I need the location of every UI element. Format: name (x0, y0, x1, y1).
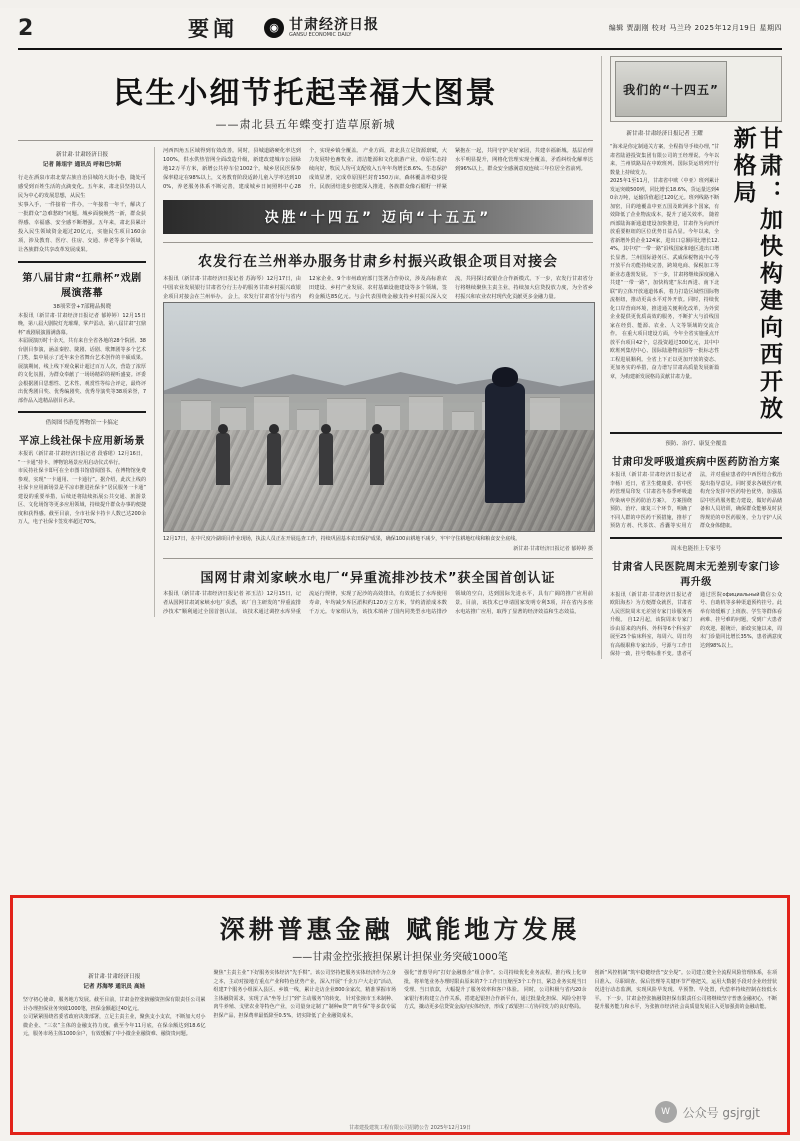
column-right (601, 56, 782, 659)
lead-byline: 新甘肃·甘肃经济日报 记者 陈俎宇 通讯员 呼和巴尔斯 (42, 152, 122, 169)
article-body-drama: 本报讯（新甘肃·甘肃经济日报记者 郁婷婷）12月15日晚，第八届大剧院灯光璀璨，掌声雷动。第八届甘肃“扛鼎杯”戏剧展演圆满落幕。 (18, 312, 146, 336)
article-body-card-cont: 市民持社保卡即可在全市图书馆借阅图书、在博物馆免费参观，实现“一卡通用、一卡通行”。据介绍，此次上线的社保卡应用新场景是平凉市推进社保卡“居民服务一卡通”建设的重要举措，后续还将陆续拓展公共交通、旅游景区、文化场馆等更多应用领域，持续提升群众办事的便捷度和获得感。截至目前，全市社保卡持卡人数已达200余万人，电子社保卡签发率超过70%。 (18, 468, 146, 526)
feature-header (610, 56, 782, 122)
highlight-title: 深耕普惠金融 赋能地方发展 (219, 915, 581, 944)
photo-credit: 新甘肃·甘肃经济日报记者 郁婷婷 摄 (513, 545, 593, 552)
bottom-note: 甘肃建投建筑工程有限公司招聘公告 2025年12月19日 (348, 1125, 472, 1131)
article-title-bank: 农发行在兰州举办服务甘肃乡村振兴政银企项目对接会 (198, 253, 558, 270)
article-title-hydro: 国网甘肃刘家峡水电厂“异重流排沙技术”获全国首创认证 (200, 570, 556, 586)
masthead (18, 8, 782, 50)
lead-body: 行走在酒泉市肃北蒙古族自治县城的大街小巷，随处可感受到百姓生活的点滴变化。五年来，肃北县坚持以人民为中心的发展思想，从民生 (18, 175, 146, 199)
divider (18, 261, 146, 263)
feature-logo (615, 61, 727, 117)
section-title: 要闻 (188, 17, 238, 41)
photo-person (319, 433, 333, 485)
highlight-byline: 新甘肃·甘肃经济日报 记者 苏海琴 通讯员 高娃 (83, 974, 146, 991)
article-subtitle-drama: 38项荣誉+7部精品揭晓 (53, 303, 111, 310)
globe-icon: ◉ (264, 18, 284, 38)
article-kicker-clinic: 周末也能挂上专家号 (670, 545, 722, 552)
article-title-card: 平凉上线社保卡应用新场景 (19, 436, 145, 448)
paper-logo (264, 18, 379, 38)
article-body-clinic: 本报讯（新甘肃·甘肃经济日报记者 欧阳海杰）为方便群众就医，甘肃省人民医院周末无差别专家门诊服务再升级。 自12月起，该院周末专家门诊由原来的内科、外科等6个科室扩展至25个临床科室，每周六、周日均有高级职称专家出诊，号源与工作日保持一致，挂号费标准不变。患者可通过医院официальный微信公众号、自助机等多种渠道预约挂号。此举有效缓解了上班族、学生等群体看病难、挂号难的问题，受到广大患者的欢迎。据统计，新政实施以来，周末门诊量同比增长35%，患者满意度达到98%以上。 (610, 591, 782, 657)
banner-text: 决胜“十四五” 迈向“十五五” (264, 209, 492, 226)
article-kicker-card: 借阅图书游览博物馆一卡搞定 (45, 420, 119, 427)
staff-line: 编辑 贾副刚 校对 马兰玲 2025年12月19日 星期四 (608, 24, 782, 32)
highlight-body-4: 创新“风控机制”筑牢稳健经营“安全堤”。公司建立健全全流程风险管理体系，在项目准入、尽职调查、保后管理等关键环节严格把关，运用大数据手段对企业经营状况进行动态监测，实现风险早发现、早预警、早处置，代偿率持续控制在较低水平。 下一步，甘肃金控张掖融资担保有限责任公司将继续坚守普惠金融初心，不断提升服务能力和水平，为张掖市经济社会高质量发展注入更加强劲的金融动能。 (594, 970, 777, 1010)
highlight-col-1 (23, 969, 206, 1039)
lead-headline: 民生小细节托起幸福大图景 (113, 76, 498, 111)
watermark-text: 公众号 gsjrgjt (682, 1105, 760, 1120)
divider (18, 140, 593, 141)
photo-person (267, 433, 281, 485)
page-number: 2 (18, 15, 34, 41)
highlight-col-2 (214, 969, 397, 1039)
divider (163, 558, 593, 559)
article-kicker-tcm: 预防、治疗、康复全覆盖 (665, 441, 727, 447)
article-body-card: 本报讯（新甘肃·甘肃经济日报记者 段睿珺）12月16日，“一卡通”持卡、博物馆场景应用启动仪式举行。 (18, 451, 146, 466)
feature-vertical-title: 甘肃：加快构建向西开放新格局 (729, 126, 782, 423)
page-body (18, 56, 782, 659)
lead-subheadline: ——肃北县五年蝶变打造草原新城 (215, 118, 396, 131)
divider (610, 537, 782, 539)
divider (610, 432, 782, 434)
feature-byline: 新甘肃·甘肃经济日报记者 王耀 (626, 131, 703, 137)
photo-officer (485, 383, 525, 503)
article-body-drama-cont: 本届展演历时十余天，共有来自全省各地的28个院团、38台剧目参演，涵盖秦腔、陇剧、话剧、歌舞剧等多个艺术门类，集中展示了近年来全省舞台艺术创作的丰硕成果。展演期间，线上线下观众累计超过百万人次，营造了浓厚的文化氛围，为群众奉献了一场场精彩的视听盛宴。评委会根据剧目思想性、艺术性、观赏性等综合评定，最终评出优秀剧目奖、优秀编剧奖、优秀导演奖等38项荣誉，7部作品入选精品剧目名录。 (18, 338, 146, 404)
photo-person (370, 433, 384, 485)
photo-caption: 12月17日，在中尺度冷湖项目作业现场，执法人员正在开展巡查工作，持续巩固基本农田保护成果，确保100亩耕地不减少，牢牢守住耕地红线和粮食安全底线。 (163, 535, 521, 542)
article-body-tcm: 本报讯（新甘肃·甘肃经济日报记者 李杨）近日，省卫生健康委、省中医药管理局印发《甘肃省冬春季呼吸道传染病中医药防治方案》。 方案围绕预防、治疗、康复三个环节，明确了不同人群的中医药干预措施，推荐了预防方剂、代茶饮、香囊等实用方法，并对重症患者的中西医结合救治提出指导意见。同时要求各级医疗机构充分发挥中医药特色优势，加强基层中医药服务能力建设，做好药品储备和人员培训，确保群众能够及时获得规范的中医药服务，全力守护人民群众身体健康。 (610, 472, 782, 529)
divider (18, 411, 146, 413)
highlight-body-1: 坚守初心使命，服务地方发展。截至目前，甘肃金控张掖融资担保有限责任公司累计办理担保业务突破1000笔，担保金额超过40亿元。 (23, 997, 206, 1012)
column-mid (154, 147, 593, 617)
highlight-col-4 (595, 969, 778, 1039)
column-left (18, 147, 146, 617)
watermark (655, 1101, 760, 1123)
article-title-clinic: 甘肃省人民医院周末无差别专家门诊再升级 (612, 561, 780, 588)
article-body-hydro: 本报讯（新甘肃·甘肃经济日报记者 祁玉洁）12月15日，记者从国网甘肃刘家峡水电厂获悉，该厂自主研发的“异重流排沙技术”顺利通过全国首创认证。 该技术通过调控水库异重流运行规律，实现了泥沙的高效排出，有效延长了水库使用寿命，年均减少库区淤积约120万立方米，节约清淤成本数千万元。专家组认为，该技术填补了国内同类型水电站排沙领域的空白，达到国际先进水平，具有广阔的推广应用前景。目前，该技术已申请国家发明专利3项，并在省内多座水电站推广应用，取得了显著的经济效益和生态效益。 (163, 590, 593, 615)
highlight-body-1b: 公司紧紧围绕省委省政府决策部署，立足主责主业，聚焦支小支农，不断加大对小微企业、“三农”主体的金融支持力度。截至今年11月底，在保余额达到18.6亿元，服务市场主体1000余户，有效缓解了中小微企业融资难、融资贵问题。 (23, 1014, 206, 1038)
lead-body-filler: 实事入手，一件接着一件办，一年接着一年干，解决了一批群众“急难愁盼”问题。城乡面貌焕然一新，群众获得感、幸福感、安全感不断增强。五年来，肃北县累计投入民生领域资金超过20亿元，实施民生项目160余项，涉及教育、医疗、住房、交通、养老等多个领域，让各族群众共享改革发展成果。 (18, 201, 146, 253)
wechat-icon: W (655, 1101, 677, 1123)
lead-continuation: 河西四角五区域得到有效改善。同时，县城道路硬化率达到100%，供水供热管网全面改造升级，新建改建城市公园绿地12万平方米，新增公共停车位1002个。城乡居民医保参保率稳定在98%以上，义务教育阶段适龄儿童入学率达到100%，养老服务体系不断完善，建成城乡日间照料中心28个，实现乡镇全覆盖。 产业方面，肃北县立足资源禀赋，大力发展特色畜牧业、清洁能源和文化旅游产业，草原生态持续向好，牧民人均可支配收入五年年均增长8.6%。生态保护成效显著，完成草原围栏封育150万亩，森林覆盖率稳步提升。民族团结进步创建深入推进，各族群众像石榴籽一样紧紧抱在一起，共同守护美好家园，共建幸福新城。基层治理水平明显提升，网格化管理实现全覆盖，矛盾纠纷化解率达到96%以上，群众安全感满意度连续三年位居全省前列。 (163, 148, 593, 190)
article-body-bank: 本报讯（新甘肃·甘肃经济日报记者 苏海琴）12月17日，由中国农业发展银行甘肃省分行主办的服务甘肃乡村振兴政银企项目对接会在兰州举办。 会上，农发行甘肃省分行与省内12家企业、9个市州政府部门签署合作协议，涉及高标准农田建设、乡村产业发展、农村基础设施建设等多个领域，签约金额达85亿元。与会代表围绕金融支持乡村振兴深入交流，共同探讨政银企合作新模式。下一步，农发行甘肃省分行将继续聚焦主责主业，持续加大信贷投放力度，为全省乡村振兴和农业农村现代化贡献更多金融力量。 (163, 275, 593, 300)
highlight-subtitle: ——甘肃金控张掖担保累计担保业务突破1000笔 (292, 952, 508, 963)
highlight-body-2: 聚焦“主责主业”下好服务实体经济“先手棋”。该公司坚持把服务实体经济作为立身之本，主动对接地方重点产业和特色优势产业，深入开展“千企万户大走访”活动，组建7个服务小组深入县区、乡镇一线，累计走访企业800余家次，精准掌握市场主体融资需求，实现了从“坐等上门”到“主动服务”的转变。 针对张掖市玉米制种、肉牛养殖、戈壁农业等特色产业，公司量身定制了“制种e贷”“肉牛保”等多款专属担保产品，担保费率最低降至0.5%，切实降低了企业融资成本。 (213, 970, 396, 1019)
campaign-banner (163, 200, 593, 234)
feature-body: “海米是你定制通关方案，全程指导手续办理，”甘肃省陆港投资集团有限公司的王经理说。今年以来，兰州铁路局在中欧班列、国际货运班列开行数量上持续发力。 (610, 144, 720, 176)
paper-name-sub: GANSU ECONOMIC DAILY (289, 31, 352, 38)
photo-person (216, 433, 230, 485)
newspaper-page (0, 8, 800, 1141)
article-title-tcm: 甘肃印发呼吸道疾病中医药防治方案 (612, 457, 780, 468)
news-photo (163, 302, 595, 532)
feature-body-cont: 2025年1至11月，甘肃省中欧（中亚）班列累计发运突破500列，同比增长18.6%，货运量达到40余万吨，运输货值超过120亿元。班列线路不断加密，目的地覆盖中亚五国及欧洲多个国家，有效降低了企业物流成本，提升了通关效率。 随着西部陆海新通道建设加快推进，甘肃作为向西开放重要枢纽的区位优势日益凸显。今年以来，全省新增外贸企业124家，进出口总额同比增长12.4%，其中对“一带一路”沿线国家和地区进出口增长显著。兰州国际港务区、武威保税物流中心等开放平台功能持续完善，跨境电商、保税加工等新业态蓬勃发展。 下一步，甘肃将继续深度融入共建“一带一路”，加快构建“东出西进、南下北联”的立体开放通道体系，着力打造区域性国际物流枢纽，推动更高水平对外开放。同时，持续优化口岸营商环境，推进通关便利化改革，为外贸企业提供更优质高效的服务，不断扩大与沿线国家在经贸、能源、农业、人文等领域的交流合作。 在重大项目建设方面，今年全省实施重点开放平台项目42个，总投资超过300亿元，其中中欧班列集结中心、国际陆港物流园等一批标志性工程进展顺利。全省上下正以更加开放的姿态、更加务实的举措，奋力谱写甘肃高质量发展新篇章，为构建新发展格局贡献甘肃力量。 (610, 178, 720, 380)
feature-logo-text: 我们的“十四五” (623, 82, 719, 97)
article-title-drama: 第八届甘肃“扛鼎杯”戏剧展演落幕 (22, 272, 142, 299)
highlight-body-3: 强化“普惠导向”打好金融惠企“组合拳”。公司持续优化业务流程，推行线上化审批，将单笔业务办理时限由原来的7个工作日压缩至3个工作日，紧急业务实现当日受理、当日放款，大幅提升了服务效率和客户体验。 同时，公司积极与省内20余家银行机构建立合作关系，搭建起银担合作新平台，通过批量化担保、风险分担等方式，撬动更多信贷资金流向实体经济，形成了政银担三方协同发力的良好格局。 (404, 970, 587, 1010)
paper-name: 甘肃经济日报 (289, 17, 379, 34)
divider (163, 242, 593, 243)
highlight-col-3 (404, 969, 587, 1039)
highlighted-article (10, 895, 790, 1135)
